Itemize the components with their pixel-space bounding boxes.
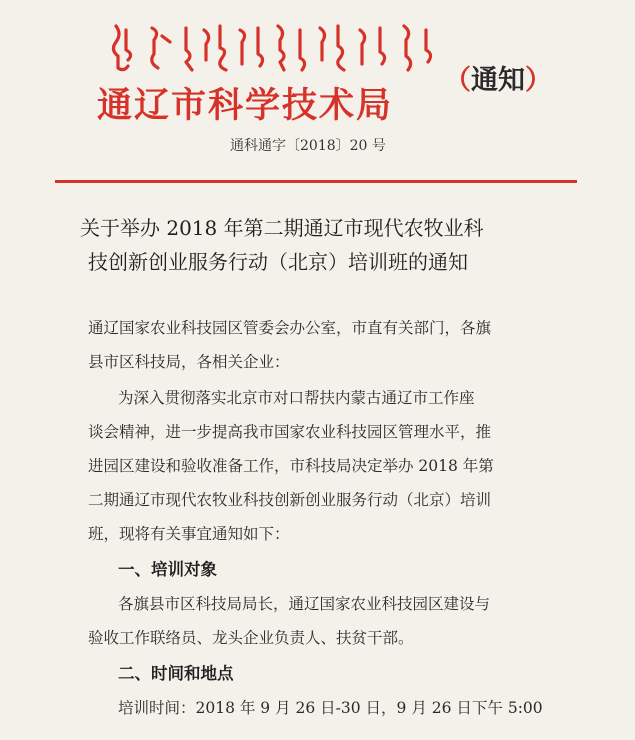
org-name: 通辽市科学技术局 — [97, 85, 394, 126]
mongolian-script-line — [108, 20, 438, 76]
notice-right-paren: ） — [525, 65, 552, 96]
notice-text: 通知 — [471, 65, 525, 96]
notice-left-paren: （ — [444, 65, 471, 96]
paragraph-1-line-1: 为深入贯彻落实北京市对口帮扶内蒙古通辽市工作座 — [118, 389, 475, 407]
paragraph-1-line-2: 谈会精神，进一步提高我市国家农业科技园区管理水平，推 — [88, 423, 492, 441]
section-1-line-2: 验收工作联络员、龙头企业负责人、扶贫干部。 — [88, 629, 414, 647]
paragraph-1-line-5: 班，现将有关事宜通知如下： — [88, 525, 290, 543]
document-number: 通科通字〔2018〕20 号 — [230, 138, 386, 154]
paragraph-1-line-4: 二期通辽市现代农牧业科技创新创业服务行动（北京）培训 — [88, 491, 492, 509]
doc-title-line-1: 关于举办 2018 年第二期通辽市现代农牧业科 — [80, 216, 484, 240]
addressee-line-1: 通辽国家农业科技园区管委会办公室，市直有关部门，各旗 — [88, 319, 492, 337]
doc-title-line-2: 技创新创业服务行动（北京）培训班的通知 — [88, 250, 468, 274]
addressee-line-2: 县市区科技局，各相关企业： — [88, 353, 290, 371]
section-2-title: 二、时间和地点 — [118, 664, 234, 683]
red-divider — [55, 180, 577, 183]
section-1-title: 一、培训对象 — [118, 560, 217, 579]
paragraph-1-line-3: 进园区建设和验收准备工作，市科技局决定举办 2018 年第 — [88, 457, 494, 475]
section-1-line-1: 各旗县市区科技局局长，通辽国家农业科技园区建设与 — [118, 595, 491, 613]
notice-label — [444, 58, 552, 97]
section-2-line-1: 培训时间：2018 年 9 月 26 日-30 日，9 月 26 日下午 5:00 — [118, 699, 543, 717]
